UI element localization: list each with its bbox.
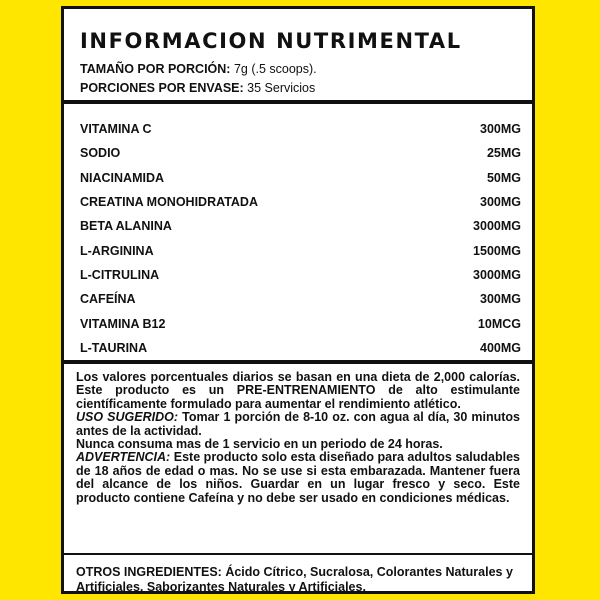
nutrient-amount: 10MCG <box>477 316 521 331</box>
ingredients-text: Ácido Cítrico, Sucralosa, Colorantes Naturales y Artificiales, Saborizantes Naturales y Artificiales. <box>76 565 513 594</box>
nutrient-row <box>80 287 521 311</box>
notes-divider <box>64 553 532 555</box>
nutrient-name: BETA ALANINA <box>80 219 172 234</box>
usage-note: USO SUGERIDO: Tomar 1 porción de 8-10 oz. con agua al día, 30 minutos antes de la actividad. <box>76 410 520 438</box>
header-divider <box>64 100 532 104</box>
nutrient-amount: 3000MG <box>473 219 521 234</box>
nutrient-name: VITAMINA C <box>80 122 152 137</box>
nutrient-row <box>80 214 521 238</box>
nutrient-row <box>80 117 521 141</box>
serving-size <box>80 62 317 76</box>
nutrient-amount: 300MG <box>480 292 521 307</box>
warning-note: ADVERTENCIA: Este producto solo esta diseñado para adultos saludables de 18 años de edad o mas. No se use si esta embarazada. Mantener fuera del alcance de los niños. Guardar en un lugar fresco y seco. Este producto contiene Cafeína y no debe ser usado en condiciones médicas. <box>76 450 520 505</box>
nutrient-row <box>80 238 521 262</box>
nutrient-name: CREATINA MONOHIDRATADA <box>80 195 258 210</box>
serving-size-label: TAMAÑO POR PORCIÓN: <box>80 62 231 76</box>
nutrient-name: L-ARGININA <box>80 243 154 258</box>
nutrient-row <box>80 263 521 287</box>
nutrient-amount: 300MG <box>480 122 521 137</box>
servings-label: PORCIONES POR ENVASE: <box>80 81 244 95</box>
servings-per-container <box>80 81 315 95</box>
table-divider <box>64 360 532 364</box>
servings-value: 35 Servicios <box>247 81 316 95</box>
serving-size-value: 7g (.5 scoops). <box>233 62 317 76</box>
usage-label: USO SUGERIDO: <box>76 410 179 425</box>
limit-note: Nunca consuma mas de 1 servicio en un periodo de 24 horas. <box>76 437 443 452</box>
nutrient-amount: 50MG <box>486 170 521 185</box>
nutrient-amount: 300MG <box>480 195 521 210</box>
label-title: INFORMACION NUTRIMENTAL <box>80 29 462 53</box>
nutrient-name: SODIO <box>80 146 121 161</box>
nutrient-name: CAFEÍNA <box>80 292 136 307</box>
nutrition-label-panel <box>61 6 535 594</box>
nutrient-amount: 400MG <box>480 340 521 355</box>
warning-label: ADVERTENCIA: <box>76 450 171 465</box>
nutrient-name: L-TAURINA <box>80 340 148 355</box>
nutrient-amount: 3000MG <box>473 267 521 282</box>
nutrient-row <box>80 336 521 360</box>
nutrient-row <box>80 166 521 190</box>
product-type: PRE-ENTRENAMIENTO <box>236 383 376 398</box>
ingredients-label: OTROS INGREDIENTES: <box>76 565 222 579</box>
nutrient-row <box>80 311 521 335</box>
nutrient-table <box>80 117 521 360</box>
other-ingredients <box>76 565 520 595</box>
nutrient-amount: 1500MG <box>473 243 521 258</box>
nutrient-amount: 25MG <box>486 146 521 161</box>
nutrient-name: VITAMINA B12 <box>80 316 166 331</box>
nutrient-row <box>80 190 521 214</box>
nutrient-name: L-CITRULINA <box>80 267 160 282</box>
nutrient-row <box>80 141 521 165</box>
notes-section <box>76 371 520 505</box>
daily-values-note: Los valores porcentuales diarios se basan en una dieta de 2,000 calorías. Este producto es un PRE-ENTRENAMIENTO de alto estimulante científicamente formulado para aumentar el rendimiento atlético. <box>76 370 520 411</box>
nutrient-name: NIACINAMIDA <box>80 170 165 185</box>
